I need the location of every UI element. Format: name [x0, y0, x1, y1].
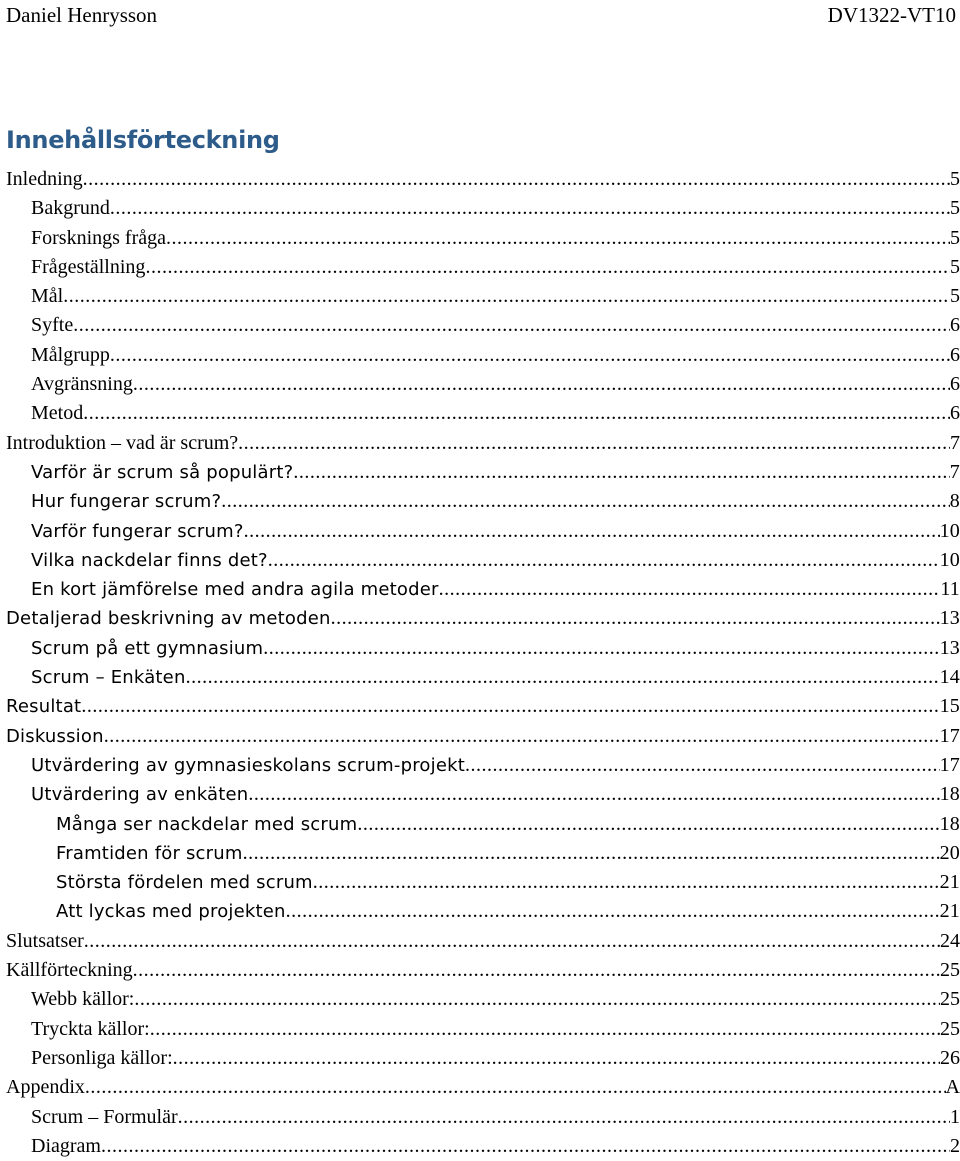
toc-entry-page-number: 17 — [939, 724, 960, 747]
toc-dot-leader — [104, 722, 940, 751]
toc-entry-page-number: 13 — [939, 607, 960, 630]
toc-dot-leader — [238, 429, 950, 458]
toc-entry-page-number: 15 — [939, 695, 960, 718]
toc-dot-leader — [244, 517, 940, 546]
toc-entry-label: Detaljerad beskrivning av metoden — [6, 608, 331, 630]
toc-entry-page-number: 8 — [949, 490, 960, 513]
header-author: Daniel Henrysson — [6, 3, 158, 27]
toc-entry[interactable] — [6, 370, 960, 399]
toc-entry[interactable] — [6, 282, 960, 311]
toc-dot-leader — [110, 194, 950, 223]
toc-entry-label: Scrum – Enkäten — [31, 667, 186, 689]
toc-entry-page-number: 25 — [940, 1017, 960, 1040]
toc-entry-label: Många ser nackdelar med scrum — [56, 813, 358, 835]
toc-entry-page-number: 1 — [950, 1105, 960, 1128]
toc-entry[interactable] — [6, 311, 960, 340]
toc-entry[interactable] — [6, 165, 960, 194]
toc-dot-leader — [263, 634, 939, 663]
toc-entry[interactable] — [6, 985, 960, 1014]
toc-entry-page-number: 5 — [950, 168, 960, 190]
toc-entry-label: Resultat — [6, 696, 82, 718]
toc-entry-label: Största fördelen med scrum — [56, 872, 313, 894]
toc-dot-leader — [313, 868, 940, 897]
toc-entry[interactable] — [6, 194, 960, 223]
toc-entry[interactable] — [6, 956, 960, 985]
toc-entry-page-number: 5 — [950, 197, 960, 220]
toc-entry[interactable] — [6, 487, 960, 516]
toc-entry-page-number: 2 — [950, 1134, 960, 1157]
toc-entry-label: Mål — [31, 285, 64, 308]
toc-entry-page-number: 18 — [939, 812, 960, 835]
toc-entry-page-number: 18 — [939, 783, 960, 806]
toc-entry-page-number: 6 — [950, 343, 960, 366]
toc-entry-label: Varför fungerar scrum? — [31, 520, 244, 542]
toc-dot-leader — [101, 1132, 950, 1161]
toc-entry[interactable] — [6, 458, 960, 487]
toc-entry-label: Framtiden för scrum — [56, 842, 243, 864]
toc-entry-label: Scrum på ett gymnasium — [31, 637, 264, 659]
toc-entry[interactable] — [6, 224, 960, 253]
toc-entry[interactable] — [6, 810, 960, 839]
toc-dot-leader — [81, 692, 939, 721]
toc-entry-page-number: 5 — [950, 255, 960, 278]
toc-entry[interactable] — [6, 692, 960, 721]
toc-entry-label: Slutsatser — [6, 929, 84, 952]
toc-entry-page-number: 6 — [950, 314, 960, 337]
toc-entry[interactable] — [6, 546, 960, 575]
page-header — [6, 0, 956, 30]
toc-entry-page-number: 7 — [949, 460, 960, 483]
toc-entry-label: Personliga källor: — [31, 1046, 173, 1069]
toc-entry-page-number: 5 — [950, 285, 960, 308]
toc-entry-page-number: 21 — [939, 900, 960, 923]
toc-entry-label: Appendix — [6, 1076, 85, 1099]
toc-entry-page-number: 11 — [940, 578, 960, 601]
toc-entry-page-number: 7 — [950, 431, 960, 454]
toc-dot-leader — [150, 1015, 940, 1044]
toc-entry-page-number: 17 — [939, 753, 960, 776]
toc-entry-label: Bakgrund — [31, 197, 110, 220]
toc-entry-label: Syfte — [31, 314, 74, 337]
toc-entry[interactable] — [6, 1015, 960, 1044]
toc-entry-label: Källförteckning — [6, 959, 133, 982]
toc-entry[interactable] — [6, 839, 960, 868]
toc-entry-page-number: 5 — [950, 226, 960, 249]
toc-heading: Innehållsförteckning — [6, 126, 280, 154]
toc-dot-leader — [293, 458, 949, 487]
toc-entry-label: Webb källor: — [31, 988, 135, 1011]
toc-entry[interactable] — [6, 604, 960, 633]
toc-entry-page-number: 13 — [939, 636, 960, 659]
toc-entry[interactable] — [6, 663, 960, 692]
toc-entry-label: Tryckta källor: — [31, 1017, 150, 1040]
toc-entry-label: Hur fungerar scrum? — [31, 491, 222, 513]
toc-entry-label: Avgränsning — [31, 373, 133, 396]
toc-entry-label: Varför är scrum så populärt? — [31, 461, 294, 483]
toc-entry[interactable] — [6, 722, 960, 751]
toc-entry[interactable] — [6, 634, 960, 663]
toc-dot-leader — [439, 575, 941, 604]
toc-entry[interactable] — [6, 253, 960, 282]
toc-dot-leader — [63, 282, 950, 311]
toc-entry-label: Inledning — [6, 168, 83, 190]
toc-entry[interactable] — [6, 399, 960, 428]
toc-entry-page-number: 6 — [950, 402, 960, 425]
toc-entry-page-number: 10 — [939, 519, 960, 542]
toc-dot-leader — [221, 487, 950, 516]
toc-entry-page-number: 14 — [939, 666, 960, 689]
toc-entry[interactable] — [6, 927, 960, 956]
toc-dot-leader — [110, 341, 950, 370]
toc-entry[interactable] — [6, 1044, 960, 1073]
toc-entry-label: Diagram — [31, 1134, 101, 1157]
toc-dot-leader — [134, 985, 940, 1014]
toc-entry[interactable] — [6, 429, 960, 458]
toc-entry-label: Att lyckas med projekten — [56, 901, 286, 923]
toc-entry-label: Frågeställning — [31, 255, 146, 278]
toc-entry-page-number: 20 — [939, 841, 960, 864]
toc-dot-leader — [465, 751, 940, 780]
toc-entry-page-number: 10 — [939, 548, 960, 571]
toc-entry-label: Scrum – Formulär — [31, 1105, 178, 1128]
toc-entry[interactable] — [6, 897, 960, 926]
header-course-code: DV1322-VT10 — [827, 3, 956, 27]
toc-dot-leader — [84, 927, 940, 956]
toc-dot-leader — [243, 839, 940, 868]
table-of-contents — [6, 165, 960, 1161]
toc-dot-leader — [166, 224, 950, 253]
toc-entry-page-number: 25 — [940, 959, 960, 982]
toc-dot-leader — [357, 810, 939, 839]
toc-entry[interactable] — [6, 1073, 960, 1102]
toc-dot-leader — [145, 253, 950, 282]
toc-entry-page-number: A — [945, 1076, 960, 1099]
toc-entry-label: Utvärdering av enkäten — [31, 784, 249, 806]
toc-dot-leader — [133, 370, 950, 399]
toc-entry-label: Vilka nackdelar finns det? — [31, 549, 268, 571]
toc-dot-leader — [248, 780, 939, 809]
toc-entry-label: Utvärdering av gymnasieskolans scrum-projekt — [31, 754, 465, 776]
toc-entry-label: Forsknings fråga — [31, 226, 166, 249]
toc-entry[interactable] — [6, 575, 960, 604]
toc-dot-leader — [83, 399, 950, 428]
toc-entry-page-number: 21 — [939, 871, 960, 894]
toc-dot-leader — [85, 1073, 946, 1102]
toc-entry[interactable] — [6, 517, 960, 546]
toc-dot-leader — [331, 604, 940, 633]
toc-entry-label: Diskussion — [6, 725, 104, 747]
toc-dot-leader — [173, 1044, 940, 1073]
toc-entry-label: Metod — [31, 402, 84, 425]
toc-dot-leader — [186, 663, 940, 692]
toc-entry-label: Målgrupp — [31, 343, 110, 366]
toc-entry[interactable] — [6, 751, 960, 780]
toc-entry-label: En kort jämförelse med andra agila metoder — [31, 579, 439, 601]
toc-entry-label: Introduktion – vad är scrum? — [6, 431, 239, 454]
toc-entry-page-number: 25 — [940, 988, 960, 1011]
toc-entry[interactable] — [6, 1103, 960, 1132]
toc-dot-leader — [73, 311, 950, 340]
toc-dot-leader — [133, 956, 940, 985]
toc-dot-leader — [268, 546, 940, 575]
toc-entry[interactable] — [6, 1132, 960, 1161]
toc-entry-page-number: 6 — [950, 373, 960, 396]
toc-dot-leader — [83, 165, 950, 194]
toc-entry-page-number: 26 — [940, 1046, 960, 1069]
toc-entry-page-number: 24 — [940, 929, 960, 952]
toc-entry[interactable] — [6, 868, 960, 897]
toc-entry[interactable] — [6, 780, 960, 809]
toc-entry[interactable] — [6, 341, 960, 370]
toc-dot-leader — [178, 1103, 950, 1132]
toc-dot-leader — [286, 897, 940, 926]
